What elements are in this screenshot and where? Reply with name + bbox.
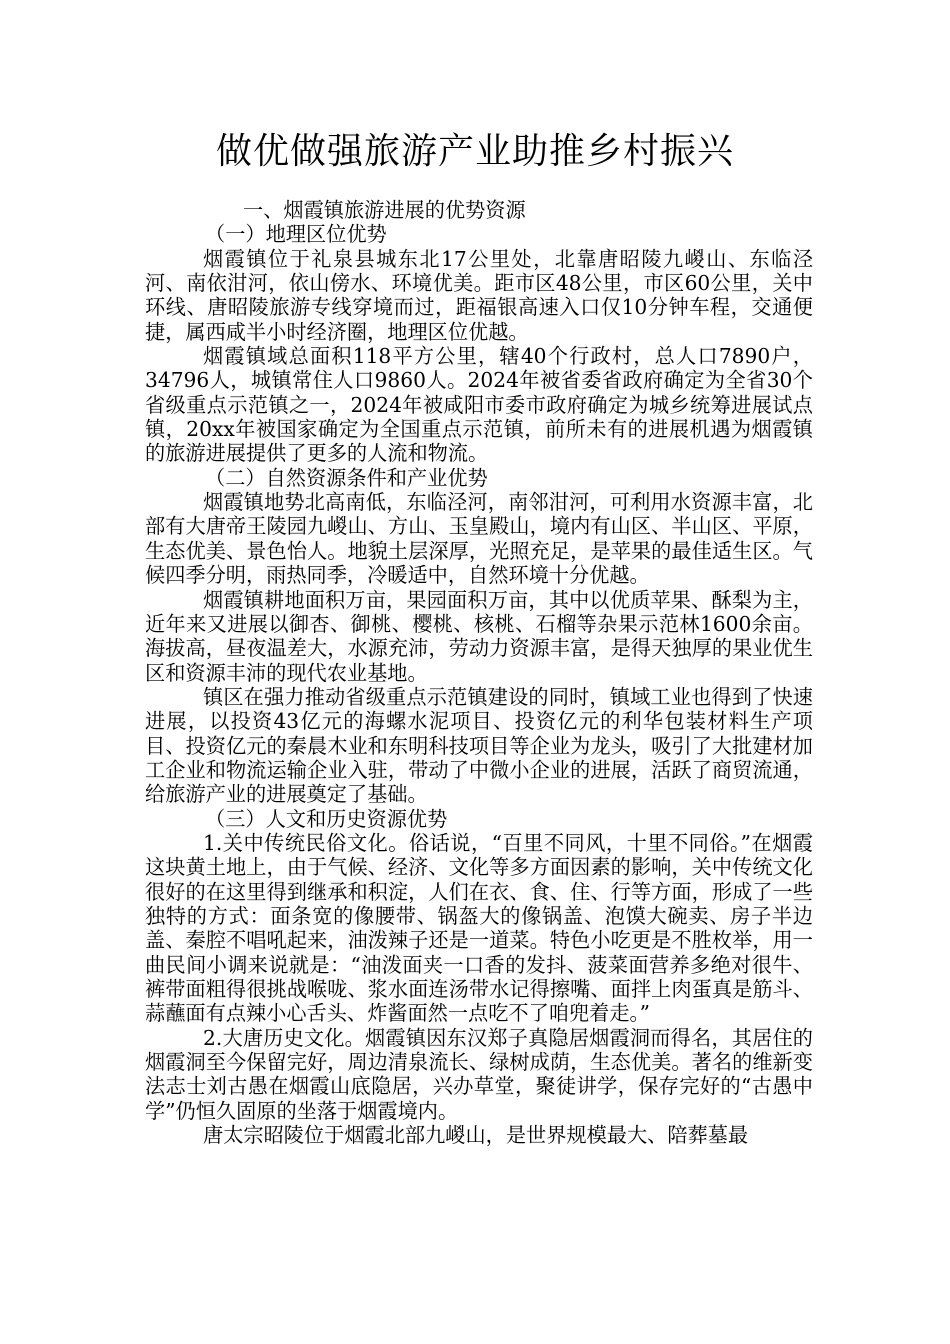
paragraph: 镇区在强力推动省级重点示范镇建设的同时，镇域工业也得到了快速进展，以投资43亿元的海螺水泥项目、投资亿元的利华包装材料生产项目、投资亿元的秦晨木业和东明科技项目等企业为龙头，吸引了大批建材加工企业和物流运输企业入驻，带动了中微小企业的进展，活跃了商贸流通，给旅游产业的进展奠定了基础。 bbox=[145, 684, 813, 807]
subsection-heading: （三）人文和历史资源优势 bbox=[205, 806, 448, 831]
subsection-heading: （一）地理区位优势 bbox=[205, 222, 387, 247]
document-title: 做优做强旅游产业助推乡村振兴 bbox=[215, 131, 734, 172]
document-body bbox=[145, 198, 813, 1147]
paragraph: 烟霞镇域总面积118平方公里，辖40个行政村，总人口7890户，34796人，城镇常住人口9860人。2024年被省委省政府确定为全省30个省级重点示范镇之一，2024年被咸阳市委市政府确定为城乡统筹进展试点镇，20xx年被国家确定为全国重点示范镇，前所未有的进展机遇为烟霞镇的旅游进展提供了更多的人流和物流。 bbox=[145, 344, 813, 466]
paragraph: 唐太宗昭陵位于烟霞北部九嵕山，是世界规模最大、陪葬墓最 bbox=[203, 1123, 749, 1148]
paragraph: 烟霞镇位于礼泉县城东北17公里处，北靠唐昭陵九嵕山、东临泾河、南依泔河，依山傍水、环境优美。距市区48公里，市区60公里，关中环线、唐昭陵旅游专线穿境而过，距福银高速入口仅10分钟车程，交通便捷，属西咸半小时经济圈，地理区位优越。 bbox=[145, 246, 813, 344]
paragraph: 烟霞镇耕地面积万亩，果园面积万亩，其中以优质苹果、酥梨为主，近年来又进展以御杏、御桃、樱桃、核桃、石榴等杂果示范林1600余亩。海拔高，昼夜温差大，水源充沛，劳动力资源丰富，是得天独厚的果业优生区和资源丰沛的现代农业基地。 bbox=[145, 587, 813, 685]
section-heading: 一、烟霞镇旅游进展的优势资源 bbox=[243, 198, 526, 222]
paragraph: 1.关中传统民俗文化。俗话说，“百里不同风，十里不同俗。”在烟霞这块黄土地上，由于气候、经济、文化等多方面因素的影响，关中传统文化很好的在这里得到继承和积淀，人们在衣、食、住、行等方面，形成了一些独特的方式：面条宽的像腰带、锅盔大的像锅盖、泡馍大碗卖、房子半边盖、秦腔不唱吼起来，油泼辣子还是一道菜。特色小吃更是不胜枚举，用一曲民间小调来说就是：“油泼面夹一口香的发抖、菠菜面营养多绝对很牛、裤带面粗得很挑战喉咙、浆水面连汤带水记得擦嘴、面拌上肉蛋真是筋斗、蒜蘸面有点辣小心舌头、炸酱面然一点吃不了咱兜着走。” bbox=[145, 830, 813, 1026]
paragraph: 烟霞镇地势北高南低，东临泾河，南邻泔河，可利用水资源丰富，北部有大唐帝王陵园九嵕山、方山、玉皇殿山，境内有山区、半山区、平原，生态优美、景色怡人。地貌土层深厚，光照充足，是苹果的最佳适生区。气候四季分明，雨热同季，冷暖适中，自然环境十分优越。 bbox=[145, 490, 813, 588]
subsection-heading: （二）自然资源条件和产业优势 bbox=[205, 465, 488, 490]
paragraph: 2.大唐历史文化。烟霞镇因东汉郑子真隐居烟霞洞而得名，其居住的烟霞洞至今保留完好，周边清泉流长、绿树成荫，生态优美。著名的维新变法志士刘古愚在烟霞山底隐居，兴办草堂，聚徒讲学，保存完好的“古愚中学”仍恒久固原的坐落于烟霞境内。 bbox=[145, 1025, 813, 1123]
